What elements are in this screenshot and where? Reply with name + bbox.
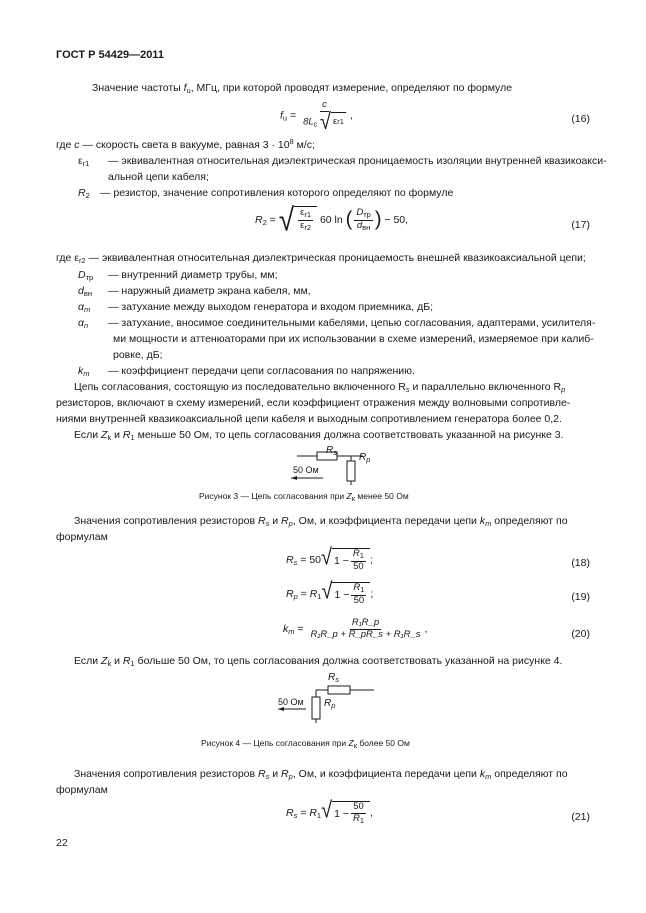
def-alpha-n-symbol: $\alpha_n$ xyxy=(78,317,89,330)
values-intro-b-cont: формулам xyxy=(56,784,108,796)
equation-21: $R_s = R_1$ √ 1 − $\frac{50}{R_1}$ , xyxy=(286,798,373,825)
equation-18-number: (18) xyxy=(571,557,590,569)
figure-3-ohm-label: 50 Ом xyxy=(293,465,319,475)
where-c: где c — скорость света в вакууме, равная $3 \cdot 10^8$ м/с; xyxy=(56,137,315,151)
def-dvn: — наружный диаметр экрана кабеля, мм, xyxy=(108,285,311,297)
def-dvn-symbol: $d_{вн}$ xyxy=(78,285,92,298)
eps-r1-symbol: $\varepsilon_{r1}$ xyxy=(78,155,90,168)
def-dtr: — внутренний диаметр трубы, мм; xyxy=(108,269,278,281)
circuit-para-line3: ниями внутренней квазикоаксиальной цепи кабеля и выходным сопротивлением генератора более 0,2. xyxy=(56,413,562,425)
equation-19-number: (19) xyxy=(571,591,590,603)
equation-21-number: (21) xyxy=(571,811,590,823)
figure-3-rp-label: $R_p$ xyxy=(359,452,371,464)
equation-17-number: (17) xyxy=(571,219,590,231)
r2-symbol: $R_2$ xyxy=(78,187,90,200)
equation-18: $R_s = 50$ √ 1 − $\frac{R_1}{50}$ ; xyxy=(286,545,373,572)
equation-17: $R_2$ = √ $\frac{\varepsilon_{r1}}{\varepsilon_{r2}}$ 60 ln ( $\frac{D_{тр}}{d_{вн}}$ ) − 50, xyxy=(255,201,409,238)
values-intro-a: Значения сопротивления резисторов $R_s$ и $R_p$, Ом, и коэффициента передачи цепи $k_m$ определяют по xyxy=(74,515,568,528)
def-km-symbol: $k_m$ xyxy=(78,365,90,378)
figure-4-caption: Рисунок 4 — Цепь согласования при $Z_к$ более 50 Ом xyxy=(201,738,410,750)
freq-intro: Значение частоты $f_u$, МГц, при которой проводят измерение, определяют по формуле xyxy=(92,82,513,95)
figure-3-caption: Рисунок 3 — Цепь согласования при $Z_к$ менее 50 Ом xyxy=(199,491,409,503)
equation-20: $k_m$ = $\frac{\text{R₁R\_p}}{\text{R₁R\_p + R\_pR\_s + R₁R\_s}}$ , xyxy=(283,617,428,640)
def-alpha-m: — затухание между выходом генератора и входом приемника, дБ; xyxy=(108,301,434,313)
if-less-text: Если $Z_k$ и $R_1$ меньше 50 Ом, то цепь согласования должна соответствовать указанной на рисунке 3. xyxy=(74,429,564,442)
if-more-text: Если $Z_k$ и $R_1$ больше 50 Ом, то цепь согласования должна соответствовать указанной на рисунке 4. xyxy=(74,655,563,668)
equation-20-number: (20) xyxy=(571,628,590,640)
def-alpha-m-symbol: $\alpha_m$ xyxy=(78,301,91,314)
figure-4-rp-label: $R_p$ xyxy=(324,698,336,710)
equation-19: $R_p = R_1$ √ 1 − $\frac{R_1}{50}$ ; xyxy=(286,579,374,606)
document-header: ГОСТ Р 54429—2011 xyxy=(56,49,164,61)
def-alpha-n: — затухание, вносимое соединительными кабелями, цепью согласования, адаптерами, усилителя- xyxy=(108,317,596,329)
circuit-para-line1: Цепь согласования, состоящую из последовательно включенного $R_s$ и параллельно включенного $R_p$ xyxy=(74,381,566,394)
eps-r1-def: — эквивалентная относительная диэлектрическая проницаемость изоляции внутренней квазикоакси- xyxy=(108,155,607,167)
figure-4-ohm-label: 50 Ом xyxy=(278,697,304,707)
def-km: — коэффициент передачи цепи согласования по напряжению. xyxy=(108,365,415,377)
def-dtr-symbol: $D_{тр}$ xyxy=(78,269,94,282)
values-intro-b: Значения сопротивления резисторов $R_s$ и $R_p$, Ом, и коэффициента передачи цепи $k_m$ определяют по xyxy=(74,768,568,781)
def-alpha-n-cont2: ровке, дБ; xyxy=(113,349,163,361)
r2-def: — резистор, значение сопротивления которого определяют по формуле xyxy=(100,187,454,199)
page-number: 22 xyxy=(56,837,68,849)
eps-r1-def-cont: альной цепи кабеля; xyxy=(108,171,209,183)
equation-16: $f_u$ = c $8L_c$ √ ε r1 , xyxy=(280,99,353,135)
def-eps-r2: где $\varepsilon_{r2}$ — эквивалентная относительная диэлектрическая проницаемость внешней квазикоаксиальной цепи; xyxy=(56,252,586,265)
figure-3-rs-label: $R_s$ xyxy=(326,445,337,457)
figure-4-rs-label: $R_s$ xyxy=(328,672,339,684)
circuit-para-line2: резисторов, включают в схему измерений, если коэффициент отражения между волновыми сопротивле- xyxy=(56,397,571,409)
def-alpha-n-cont1: ми мощности и аттенюаторами при их использовании в схеме измерений, измеряемое при калиб- xyxy=(113,333,594,345)
values-intro-a-cont: формулам xyxy=(56,531,108,543)
equation-16-number: (16) xyxy=(571,113,590,125)
